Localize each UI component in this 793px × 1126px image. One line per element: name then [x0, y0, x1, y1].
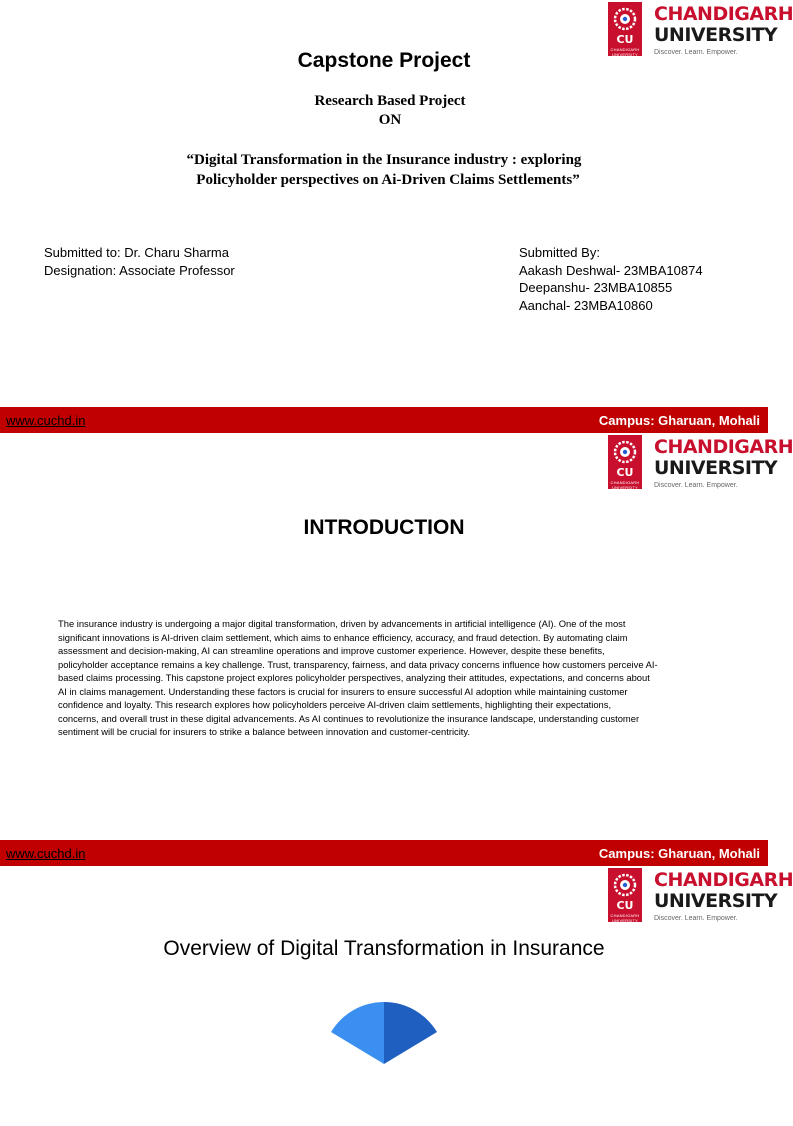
slide-title: INTRODUCTION	[303, 516, 465, 539]
emblem-text: CU	[616, 33, 634, 46]
submitted-to: Submitted to: Dr. Charu Sharma	[44, 245, 229, 260]
submitted-to-block	[44, 244, 235, 279]
topic-line2: Policyholder perspectives on Ai-Driven Claims Settlements”	[196, 172, 580, 188]
body-line: confidence and loyalty. This research explores how policyholders perceive AI-driven claim settlements, highlighting their expectations,	[58, 699, 612, 710]
gear-emblem-icon	[613, 440, 637, 464]
emblem-text: CU	[616, 466, 634, 479]
cu-emblem	[608, 868, 642, 922]
slide-title: Capstone Project	[297, 49, 471, 72]
emblem-small-text: CHANDIGARH UNIVERSITY	[610, 913, 640, 923]
slide-footer	[0, 840, 768, 866]
slide-overview	[0, 866, 793, 1024]
body-line: AI in claims management. Understanding these factors is crucial for insurers to ensure successful AI adoption while maintaining customer	[58, 685, 628, 697]
logo-name-line1: CHANDIGARH	[654, 869, 793, 891]
member-2: Deepanshu- 23MBA10855	[519, 280, 673, 295]
emblem-small-text: CHANDIGARH UNIVERSITY	[610, 47, 640, 57]
campus-text: Campus: Gharuan, Mohali	[598, 413, 760, 428]
slide-capstone-cover	[0, 0, 793, 433]
logo-name-line2: UNIVERSITY	[654, 24, 778, 46]
body-line: concerns, and overall trust in these digital advancements. As AI continues to revolutionize the insurance landscape, understanding customer	[58, 712, 640, 724]
slide-footer	[0, 407, 768, 433]
cu-emblem	[608, 2, 642, 56]
subtitle-line2: ON	[378, 112, 402, 128]
body-line: The insurance industry is undergoing a major digital transformation, driven by advancements in artificial intelligence (AI). One of the most	[58, 618, 626, 629]
logo-name-line1: CHANDIGARH	[654, 3, 793, 25]
body-line: sentiment will be crucial for insurers to strike a balance between innovation and customer-centricity.	[58, 726, 470, 737]
submitted-by-block	[519, 244, 703, 314]
logo-tagline: Discover. Learn. Empower.	[654, 49, 738, 56]
gear-emblem-icon	[613, 7, 637, 31]
campus-text: Campus: Gharuan, Mohali	[598, 846, 760, 861]
university-logo	[608, 435, 793, 491]
body-line: policyholder acceptance remains a key challenge. Trust, transparency, fairness, and data privacy concerns influence how customers perceive AI-	[58, 658, 658, 670]
pie-slice-right	[384, 1002, 437, 1064]
logo-name-line2: UNIVERSITY	[654, 457, 778, 479]
logo-name-line2: UNIVERSITY	[654, 890, 778, 912]
designation: Designation: Associate Professor	[44, 262, 235, 278]
member-3: Aanchal- 23MBA10860	[519, 297, 653, 313]
gear-emblem-icon	[613, 873, 637, 897]
topic-line1: “Digital Transformation in the Insurance industry : exploring	[186, 152, 582, 168]
logo-name-line1: CHANDIGARH	[654, 436, 793, 458]
website-link[interactable]: www.cuchd.in	[6, 413, 86, 428]
emblem-text: CU	[616, 899, 634, 912]
body-line: significant innovations is AI-driven claim settlement, which aims to enhance efficiency, accuracy, and fraud detection. By automating claim	[58, 631, 628, 643]
pie-chart-graphic	[322, 1002, 446, 1126]
submitted-by-label: Submitted By:	[519, 245, 600, 260]
logo-tagline: Discover. Learn. Empower.	[654, 482, 738, 489]
slide-introduction	[0, 433, 793, 866]
body-line: assessment and decision-making, AI can streamline operations and improve customer experience. However, despite these benefits,	[58, 645, 605, 656]
introduction-body	[58, 617, 713, 739]
slide-title: Overview of Digital Transformation in Insurance	[163, 937, 605, 960]
body-line: based claims processing. This capstone project explores policyholder perspectives, analyzing their attitudes, expectations, and concerns about	[58, 672, 650, 683]
website-link[interactable]: www.cuchd.in	[6, 846, 86, 861]
subtitle-line1: Research Based Project	[314, 93, 466, 109]
university-logo	[608, 868, 793, 924]
logo-tagline: Discover. Learn. Empower.	[654, 915, 738, 922]
pie-slice-left	[331, 1002, 384, 1064]
project-topic	[0, 150, 768, 190]
cu-emblem	[608, 435, 642, 489]
emblem-small-text: CHANDIGARH UNIVERSITY	[610, 480, 640, 490]
member-1: Aakash Deshwal- 23MBA10874	[519, 262, 703, 278]
